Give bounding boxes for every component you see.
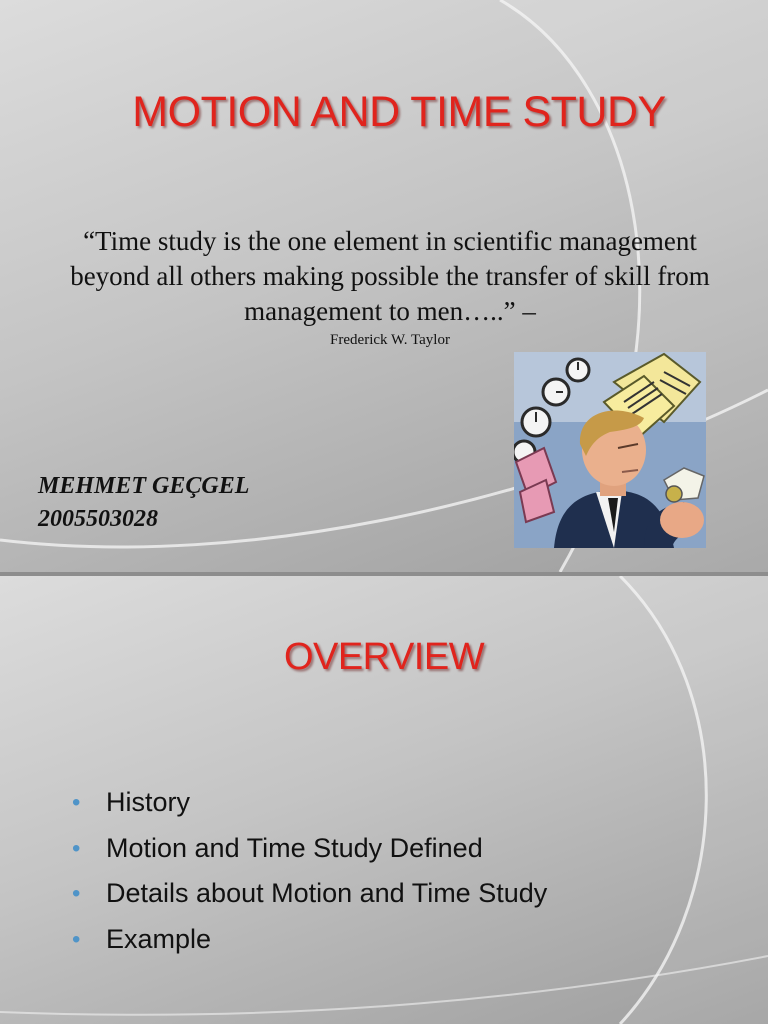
list-item	[72, 780, 547, 826]
bullet-icon: •	[72, 834, 81, 862]
slide-title: MOTION AND TIME STUDY	[132, 88, 666, 136]
quote-text: “Time study is the one element in scientific management beyond all others making possible the transfer of skill from management to men…..” –	[70, 226, 710, 326]
quote-attribution: Frederick W. Taylor	[330, 332, 450, 348]
bullet-icon: •	[72, 789, 81, 816]
list-item-text: History	[106, 787, 191, 817]
list-item-text: Motion and Time Study Defined	[106, 832, 483, 863]
list-item-text: Example	[106, 923, 212, 954]
bullet-icon: •	[72, 880, 81, 907]
list-item-text: Details about Motion and Time Study	[106, 878, 548, 908]
list-item	[72, 826, 547, 872]
author-name: MEHMET GEÇGEL	[38, 473, 250, 499]
author-block	[38, 470, 249, 536]
list-item	[72, 917, 547, 963]
overview-list	[72, 780, 547, 962]
author-id: 2005503028	[38, 506, 158, 532]
list-item	[72, 871, 547, 917]
bullet-icon: •	[72, 925, 81, 953]
slide-title: OVERVIEW	[283, 636, 485, 678]
businessman-clock-clipart-icon	[514, 352, 706, 548]
